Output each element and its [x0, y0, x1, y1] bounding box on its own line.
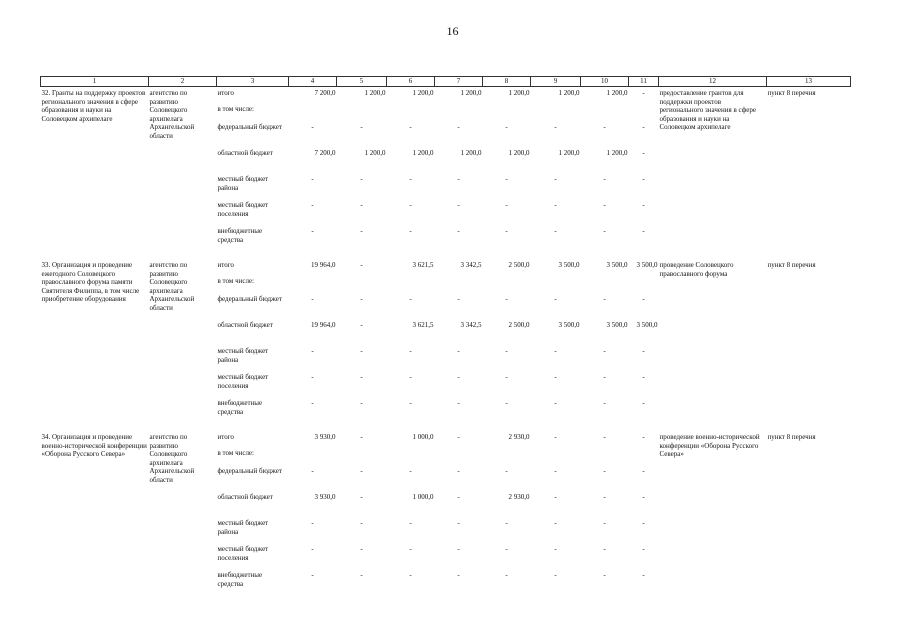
amount-cell: 3 500,0: [606, 321, 628, 329]
amount-cell: -: [409, 545, 412, 553]
amount-cell: 3 930,0: [314, 433, 336, 441]
amount-cell: [387, 449, 435, 467]
amount-cell: [289, 105, 337, 123]
amount-cell: -: [311, 519, 314, 527]
amount-cell: -: [360, 201, 363, 209]
amount-cell: -: [603, 373, 606, 381]
funding-source: местный бюджет района: [217, 175, 269, 192]
funding-source: итого: [217, 261, 234, 269]
amount-cell: -: [642, 201, 645, 209]
table-row: [41, 87, 851, 106]
amount-cell: -: [554, 545, 557, 553]
amount-cell: -: [409, 295, 412, 303]
amount-cell: -: [311, 545, 314, 553]
amount-cell: -: [457, 433, 460, 441]
amount-cell: -: [554, 519, 557, 527]
amount-cell: -: [642, 149, 645, 157]
amount-cell: -: [360, 295, 363, 303]
basis-reference: пункт 8 перечня: [767, 433, 816, 441]
amount-cell: -: [360, 433, 363, 441]
responsible-agency: агентство по развитию Соловецкого архипелага Архангельской области: [149, 89, 195, 140]
amount-cell: 2 500,0: [508, 261, 530, 269]
amount-cell: -: [554, 433, 557, 441]
amount-cell: -: [457, 227, 460, 235]
amount-cell: -: [409, 123, 412, 131]
amount-cell: -: [603, 467, 606, 475]
amount-cell: 19 964,0: [311, 261, 336, 269]
header-cell: 3: [217, 77, 289, 87]
amount-cell: -: [603, 399, 606, 407]
amount-cell: [483, 449, 531, 467]
amount-cell: -: [603, 493, 606, 501]
amount-cell: -: [360, 493, 363, 501]
amount-cell: -: [360, 545, 363, 553]
amount-cell: 1 200,0: [460, 149, 482, 157]
amount-cell: 1 200,0: [364, 149, 386, 157]
expected-result: проведение Соловецкого православного форума: [659, 261, 734, 278]
amount-cell: -: [642, 467, 645, 475]
amount-cell: -: [505, 201, 508, 209]
amount-cell: 2 930,0: [508, 433, 530, 441]
amount-cell: -: [603, 433, 606, 441]
expected-result: предоставление грантов для поддержки проектов регионального значения в сфере образования и науки на Соловецком архипелаге: [659, 89, 756, 131]
page-number: 16: [446, 24, 459, 38]
amount-cell: -: [505, 123, 508, 131]
amount-cell: -: [505, 295, 508, 303]
amount-cell: -: [409, 467, 412, 475]
amount-cell: -: [409, 347, 412, 355]
amount-cell: -: [409, 175, 412, 183]
funding-source: местный бюджет района: [217, 347, 269, 364]
amount-cell: [531, 277, 581, 295]
header-row: [41, 77, 851, 87]
amount-cell: -: [642, 373, 645, 381]
funding-source: в том числе:: [217, 277, 254, 285]
amount-cell: -: [554, 373, 557, 381]
header-cell: 8: [483, 77, 531, 87]
amount-cell: [289, 277, 337, 295]
amount-cell: [387, 105, 435, 123]
amount-cell: -: [360, 467, 363, 475]
amount-cell: -: [311, 373, 314, 381]
amount-cell: -: [642, 493, 645, 501]
amount-cell: -: [505, 545, 508, 553]
header-cell: 1: [41, 77, 149, 87]
amount-cell: [289, 449, 337, 467]
funding-source: местный бюджет поселения: [217, 545, 269, 562]
amount-cell: 2 500,0: [508, 321, 530, 329]
amount-cell: [435, 277, 483, 295]
amount-cell: 1 200,0: [364, 89, 386, 97]
funding-table: [40, 76, 851, 597]
amount-cell: -: [409, 227, 412, 235]
amount-cell: 1 000,0: [412, 433, 434, 441]
amount-cell: -: [554, 571, 557, 579]
funding-source: местный бюджет поселения: [217, 201, 269, 218]
amount-cell: 3 500,0: [558, 321, 580, 329]
amount-cell: [387, 277, 435, 295]
funding-source: местный бюджет района: [217, 519, 269, 536]
amount-cell: -: [457, 493, 460, 501]
amount-cell: [337, 105, 387, 123]
amount-cell: -: [457, 347, 460, 355]
amount-cell: -: [642, 175, 645, 183]
header-cell: 5: [337, 77, 387, 87]
amount-cell: 3 500,0: [606, 261, 628, 269]
amount-cell: -: [311, 347, 314, 355]
table-row: [41, 431, 851, 449]
amount-cell: -: [457, 373, 460, 381]
funding-source: в том числе:: [217, 449, 254, 457]
amount-cell: -: [642, 545, 645, 553]
amount-cell: -: [642, 295, 645, 303]
amount-cell: -: [505, 467, 508, 475]
amount-cell: -: [360, 321, 363, 329]
amount-cell: [629, 105, 659, 123]
header-cell: 4: [289, 77, 337, 87]
amount-cell: -: [360, 373, 363, 381]
amount-cell: -: [642, 227, 645, 235]
amount-cell: -: [360, 571, 363, 579]
amount-cell: -: [642, 399, 645, 407]
measure-name: 32. Гранты на поддержку проектов регионального значения в сфере образования и науки на Соловецком архипелаге: [41, 89, 146, 123]
amount-cell: -: [311, 201, 314, 209]
funding-source: федеральный бюджет: [217, 123, 282, 131]
amount-cell: [629, 277, 659, 295]
amount-cell: -: [457, 467, 460, 475]
amount-cell: 3 500,0: [636, 261, 658, 269]
amount-cell: -: [360, 261, 363, 269]
amount-cell: -: [360, 227, 363, 235]
amount-cell: -: [603, 347, 606, 355]
amount-cell: 1 000,0: [412, 493, 434, 501]
funding-source: федеральный бюджет: [217, 295, 282, 303]
amount-cell: -: [360, 175, 363, 183]
amount-cell: 7 200,0: [314, 89, 336, 97]
amount-cell: 1 200,0: [460, 89, 482, 97]
funding-source: итого: [217, 89, 234, 97]
amount-cell: -: [311, 467, 314, 475]
amount-cell: -: [554, 347, 557, 355]
amount-cell: -: [505, 227, 508, 235]
funding-source: внебюджетные средства: [217, 571, 263, 588]
amount-cell: -: [554, 399, 557, 407]
amount-cell: -: [409, 201, 412, 209]
header-cell: 7: [435, 77, 483, 87]
amount-cell: 1 200,0: [606, 89, 628, 97]
amount-cell: -: [360, 399, 363, 407]
amount-cell: -: [603, 175, 606, 183]
amount-cell: [483, 105, 531, 123]
amount-cell: -: [505, 373, 508, 381]
amount-cell: 1 200,0: [412, 89, 434, 97]
header-cell: 12: [659, 77, 767, 87]
amount-cell: -: [554, 175, 557, 183]
amount-cell: -: [642, 347, 645, 355]
basis-reference: пункт 8 перечня: [767, 261, 816, 269]
expected-result: проведение военно-исторической конференции «Оборона Русского Севера»: [659, 433, 760, 458]
amount-cell: -: [603, 295, 606, 303]
amount-cell: 19 964,0: [311, 321, 336, 329]
amount-cell: -: [642, 519, 645, 527]
funding-source: местный бюджет поселения: [217, 373, 269, 390]
amount-cell: -: [311, 571, 314, 579]
measure-name: 33. Организация и проведение ежегодного Соловецкого православного форума памяти Святителя Филиппа, в том числе приобретение оборудования: [41, 261, 140, 303]
amount-cell: 3 342,5: [460, 321, 482, 329]
amount-cell: -: [554, 467, 557, 475]
amount-cell: -: [457, 295, 460, 303]
amount-cell: 3 621,5: [412, 261, 434, 269]
amount-cell: 1 200,0: [412, 149, 434, 157]
amount-cell: -: [505, 347, 508, 355]
funding-source: внебюджетные средства: [217, 399, 263, 416]
amount-cell: 1 200,0: [558, 89, 580, 97]
funding-source: итого: [217, 433, 234, 441]
header-cell: 13: [767, 77, 851, 87]
amount-cell: -: [409, 571, 412, 579]
amount-cell: [435, 105, 483, 123]
amount-cell: -: [603, 519, 606, 527]
amount-cell: -: [505, 519, 508, 527]
amount-cell: -: [311, 175, 314, 183]
amount-cell: -: [311, 123, 314, 131]
amount-cell: 3 621,5: [412, 321, 434, 329]
amount-cell: -: [311, 295, 314, 303]
amount-cell: -: [554, 123, 557, 131]
amount-cell: 7 200,0: [314, 149, 336, 157]
amount-cell: -: [457, 519, 460, 527]
amount-cell: -: [603, 545, 606, 553]
amount-cell: [483, 277, 531, 295]
amount-cell: -: [311, 227, 314, 235]
amount-cell: 1 200,0: [558, 149, 580, 157]
amount-cell: -: [642, 433, 645, 441]
amount-cell: -: [554, 201, 557, 209]
amount-cell: -: [457, 571, 460, 579]
amount-cell: -: [457, 545, 460, 553]
amount-cell: -: [505, 571, 508, 579]
amount-cell: [581, 449, 629, 467]
amount-cell: -: [360, 519, 363, 527]
amount-cell: [629, 449, 659, 467]
amount-cell: -: [360, 123, 363, 131]
amount-cell: -: [409, 399, 412, 407]
amount-cell: -: [409, 373, 412, 381]
amount-cell: -: [311, 399, 314, 407]
amount-cell: -: [554, 227, 557, 235]
amount-cell: -: [457, 201, 460, 209]
header-cell: 10: [581, 77, 629, 87]
amount-cell: -: [603, 123, 606, 131]
funding-source: областной бюджет: [217, 493, 273, 501]
amount-cell: -: [505, 399, 508, 407]
amount-cell: [581, 277, 629, 295]
amount-cell: -: [554, 295, 557, 303]
responsible-agency: агентство по развитию Соловецкого архипелага Архангельской области: [149, 261, 195, 312]
amount-cell: 1 200,0: [508, 89, 530, 97]
header-cell: 2: [149, 77, 217, 87]
amount-cell: -: [409, 519, 412, 527]
amount-cell: -: [603, 227, 606, 235]
amount-cell: -: [505, 175, 508, 183]
amount-cell: -: [642, 571, 645, 579]
header-cell: 11: [629, 77, 659, 87]
amount-cell: [337, 277, 387, 295]
table-row: [41, 259, 851, 277]
header-cell: 6: [387, 77, 435, 87]
funding-source: областной бюджет: [217, 321, 273, 329]
funding-source: в том числе:: [217, 105, 254, 113]
amount-cell: -: [554, 493, 557, 501]
amount-cell: -: [642, 89, 645, 97]
amount-cell: -: [603, 571, 606, 579]
amount-cell: -: [457, 175, 460, 183]
funding-source: федеральный бюджет: [217, 467, 282, 475]
amount-cell: [337, 449, 387, 467]
amount-cell: [531, 105, 581, 123]
amount-cell: 3 500,0: [636, 321, 658, 329]
header-cell: 9: [531, 77, 581, 87]
amount-cell: -: [457, 123, 460, 131]
amount-cell: [581, 105, 629, 123]
amount-cell: 2 930,0: [508, 493, 530, 501]
amount-cell: 1 200,0: [606, 149, 628, 157]
amount-cell: -: [642, 123, 645, 131]
amount-cell: [531, 449, 581, 467]
amount-cell: -: [603, 201, 606, 209]
amount-cell: [435, 449, 483, 467]
measure-name: 34. Организация и проведение военно-исторической конференции «Оборона Русского Севера»: [41, 433, 147, 458]
amount-cell: -: [457, 399, 460, 407]
basis-reference: пункт 8 перечня: [767, 89, 816, 97]
amount-cell: 3 500,0: [558, 261, 580, 269]
funding-source: внебюджетные средства: [217, 227, 263, 244]
amount-cell: 1 200,0: [508, 149, 530, 157]
funding-source: областной бюджет: [217, 149, 273, 157]
amount-cell: -: [360, 347, 363, 355]
amount-cell: 3 930,0: [314, 493, 336, 501]
amount-cell: 3 342,5: [460, 261, 482, 269]
responsible-agency: агентство по развитию Соловецкого архипелага Архангельской области: [149, 433, 195, 484]
